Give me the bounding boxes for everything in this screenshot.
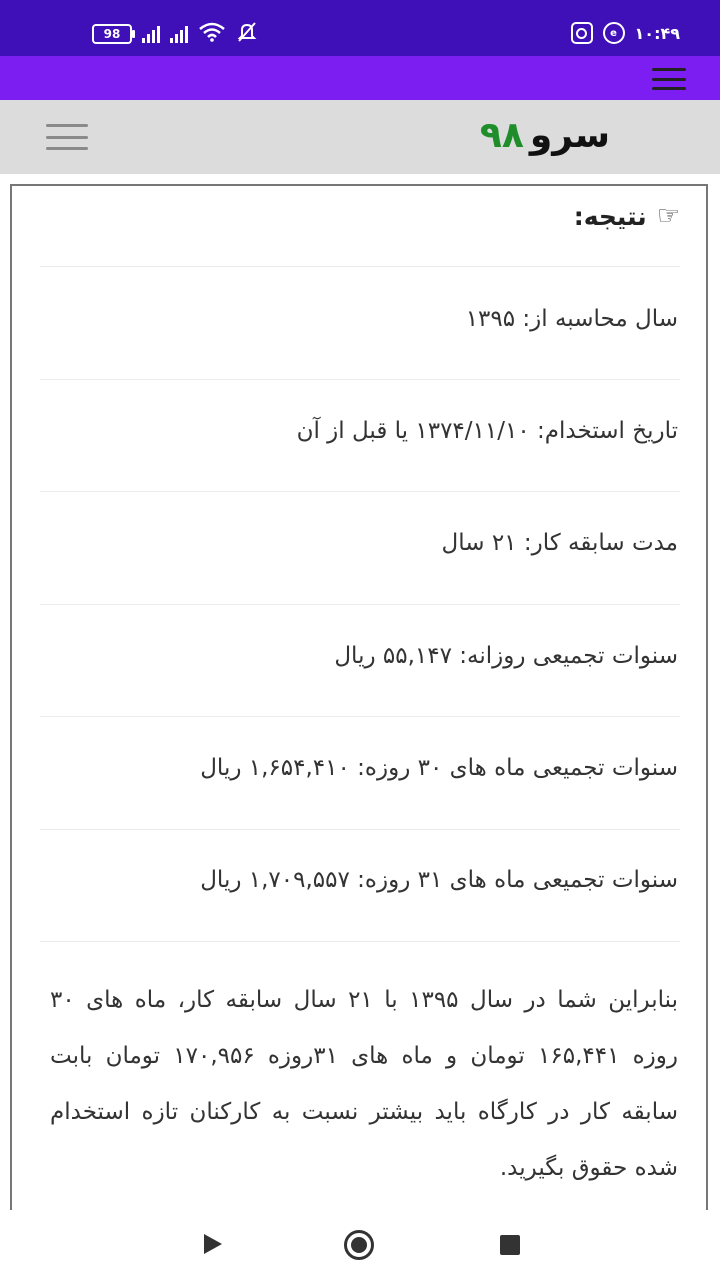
battery-level: 98 [103,27,121,41]
status-indicators [92,20,258,48]
result-heading-text: نتیجه: [573,201,647,231]
result-heading [574,198,680,234]
hamburger-menu-icon[interactable] [652,68,686,90]
signal-icon-2 [170,25,188,43]
pointing-hand-icon: ☞ [656,201,680,231]
app-bar [0,56,720,100]
result-row-daily-severance: سنوات تجمیعی روزانه: ۵۵,۱۴۷ ریال [334,643,678,669]
divider [40,266,680,267]
result-row-work-years: مدت سابقه کار: ۲۱ سال [441,530,678,556]
clock: ۱۰:۴۹ [634,23,680,43]
result-row-calc-year: سال محاسبه از: ۱۳۹۵ [465,306,678,332]
logo-number: ۹۸ [479,115,524,156]
result-panel [10,184,708,1224]
result-row-hire-date: تاریخ استخدام: ۱۳۷۴/۱۱/۱۰ یا قبل از آن [296,418,678,444]
result-summary: بنابراین شما در سال ۱۳۹۵ با ۲۱ سال سابقه کار، ماه های ۳۰ روزه ۱۶۵,۴۴۱ تومان و ماه های ۳۱روزه ۱۷۰,۹۵۶ تومان بابت سابقه کار در کارگاه باید بیشتر نسبت به کارکنان تازه استخدام شده حقوق بگیرید. [50,987,679,1181]
result-row-31day-severance: سنوات تجمیعی ماه های ۳۱ روزه: ۱,۷۰۹,۵۵۷ ریال [200,867,678,893]
divider [40,604,680,605]
logo-text: سرو [529,115,610,156]
instagram-icon [571,22,593,44]
divider [40,491,680,492]
recent-apps-icon[interactable] [500,1235,520,1255]
divider [40,716,680,717]
site-logo[interactable] [479,115,610,156]
result-row-30day-severance: سنوات تجمیعی ماه های ۳۰ روزه: ۱,۶۵۴,۴۱۰ ریال [200,755,678,781]
home-icon[interactable] [344,1230,374,1260]
navigation-bar [0,1210,720,1280]
divider [40,379,680,380]
muted-bell-icon [236,21,258,47]
wifi-icon [198,22,226,46]
signal-icon [142,25,160,43]
status-notifications [571,18,680,48]
status-bar [0,0,720,56]
site-header [0,100,720,174]
site-menu-icon[interactable] [46,124,88,150]
divider [40,941,680,942]
back-icon[interactable] [204,1234,222,1254]
divider [40,829,680,830]
battery-icon [92,24,132,44]
browser-icon: e [603,22,625,44]
